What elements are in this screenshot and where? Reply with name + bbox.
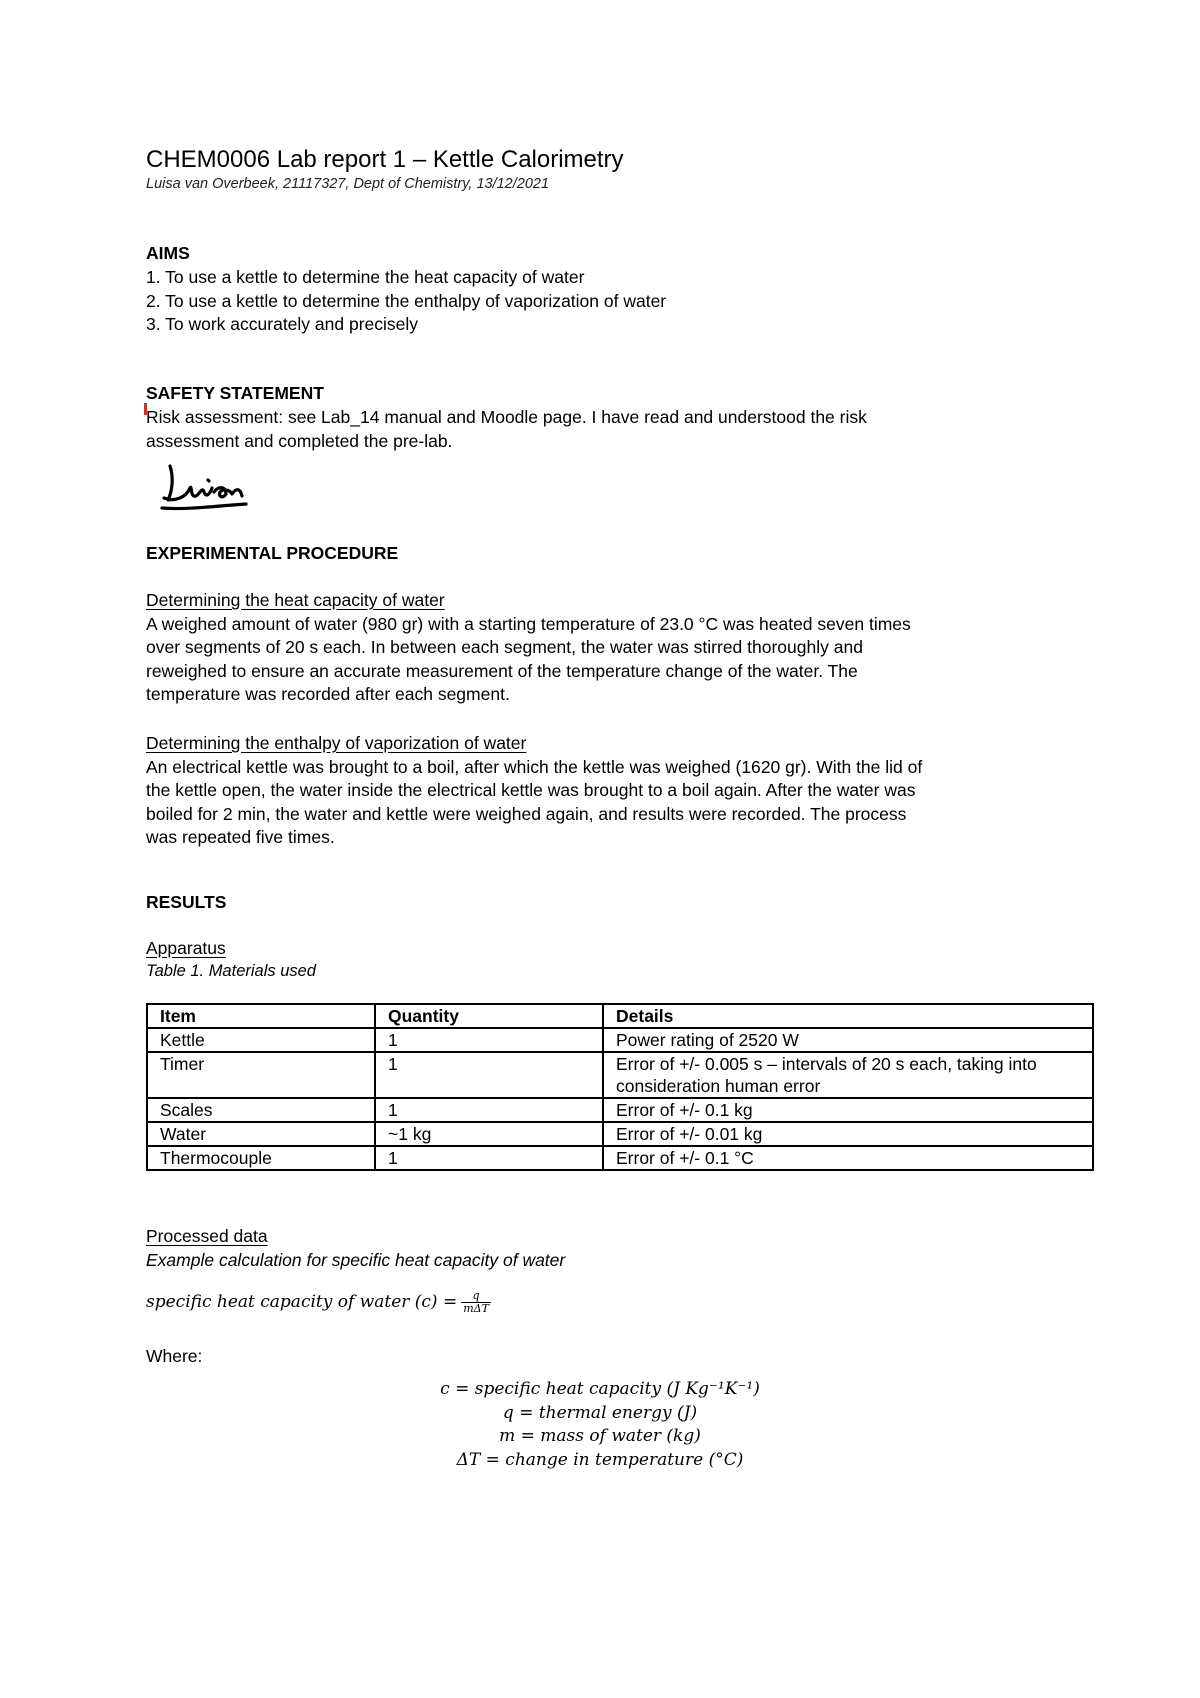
table-cell: 1 (375, 1028, 603, 1052)
signature-image (156, 458, 252, 514)
safety-line: assessment and completed the pre-lab. (146, 430, 453, 451)
formula-lhs: specific heat capacity of water (c) = (146, 1292, 458, 1312)
table-row (147, 1052, 1093, 1098)
procedure-section-2 (146, 732, 1036, 850)
example-caption: Example calculation for specific heat capacity of water (146, 1250, 566, 1270)
procedure-line: temperature was recorded after each segment. (146, 684, 510, 705)
procedure-subheading: Determining the heat capacity of water (146, 590, 445, 610)
formula-numerator: q (461, 1290, 491, 1303)
table-header-row (147, 1004, 1093, 1028)
report-title: CHEM0006 Lab report 1 – Kettle Calorimetry (146, 146, 624, 173)
results-heading: RESULTS (146, 892, 227, 912)
materials-table (146, 1003, 1094, 1171)
table-cell: Error of +/- 0.005 s – intervals of 20 s each, taking into consideration human error (603, 1052, 1093, 1098)
procedure-line: over segments of 20 s each. In between each segment, the water was stirred thoroughly and (146, 637, 863, 658)
aims-list (146, 266, 1036, 337)
table-cell: Kettle (147, 1028, 375, 1052)
column-header: Details (603, 1004, 1093, 1028)
procedure-line: reweighed to ensure an accurate measurement of the temperature change of the water. The (146, 660, 858, 681)
definition-line: q = thermal energy (J) (502, 1402, 698, 1423)
procedure-heading: EXPERIMENTAL PROCEDURE (146, 543, 399, 563)
report-subtitle: Luisa van Overbeek, 21117327, Dept of Chemistry, 13/12/2021 (146, 176, 550, 192)
aims-item: 3. To work accurately and precisely (146, 314, 419, 335)
where-label: Where: (146, 1346, 203, 1366)
formula-denominator: mΔT (463, 1302, 489, 1315)
table-cell: ~1 kg (375, 1122, 603, 1146)
table-row (147, 1146, 1093, 1170)
column-header: Quantity (375, 1004, 603, 1028)
processed-data-heading: Processed data (146, 1226, 268, 1246)
definition-line: ΔT = change in temperature (°C) (456, 1449, 744, 1470)
procedure-subheading: Determining the enthalpy of vaporization of water (146, 733, 527, 753)
table-cell: Scales (147, 1098, 375, 1122)
table-row (147, 1028, 1093, 1052)
definition-line: m = mass of water (kg) (499, 1426, 701, 1446)
table-row (147, 1122, 1093, 1146)
apparatus-heading: Apparatus (146, 938, 226, 958)
variable-definitions (0, 1378, 1200, 1472)
table-cell: Power rating of 2520 W (603, 1028, 1093, 1052)
table-row (147, 1098, 1093, 1122)
safety-statement (146, 406, 1036, 453)
column-header: Item (147, 1004, 375, 1028)
table-cell: Error of +/- 0.1 kg (603, 1098, 1093, 1122)
aims-item: 1. To use a kettle to determine the heat capacity of water (146, 267, 585, 287)
table-cell: Timer (147, 1052, 375, 1098)
table-cell: 1 (375, 1098, 603, 1122)
table-cell: 1 (375, 1052, 603, 1098)
procedure-line: A weighed amount of water (980 gr) with a starting temperature of 23.0 °C was heated seven times (146, 613, 911, 634)
specific-heat-formula (146, 1290, 491, 1315)
procedure-section-1 (146, 589, 1036, 707)
table-cell: Water (147, 1122, 375, 1146)
aims-item: 2. To use a kettle to determine the enthalpy of vaporization of water (146, 290, 667, 311)
aims-heading: AIMS (146, 243, 190, 263)
formula-fraction (461, 1290, 491, 1315)
table-caption: Table 1. Materials used (146, 962, 316, 980)
procedure-line: An electrical kettle was brought to a boil, after which the kettle was weighed (1620 gr). With the lid of (146, 756, 923, 777)
table-cell: Error of +/- 0.1 °C (603, 1146, 1093, 1170)
procedure-line: the kettle open, the water inside the electrical kettle was brought to a boil again. After the water was (146, 780, 916, 801)
table-cell: Error of +/- 0.01 kg (603, 1122, 1093, 1146)
procedure-line: boiled for 2 min, the water and kettle were weighed again, and results were recorded. The process (146, 803, 907, 824)
safety-line: Risk assessment: see Lab_14 manual and Moodle page. I have read and understood the risk (146, 407, 867, 427)
definition-line: c = specific heat capacity (J Kg⁻¹K⁻¹) (440, 1379, 760, 1399)
procedure-line: was repeated five times. (146, 827, 335, 848)
table-cell: Thermocouple (147, 1146, 375, 1170)
table-cell: 1 (375, 1146, 603, 1170)
safety-heading: SAFETY STATEMENT (146, 383, 324, 403)
